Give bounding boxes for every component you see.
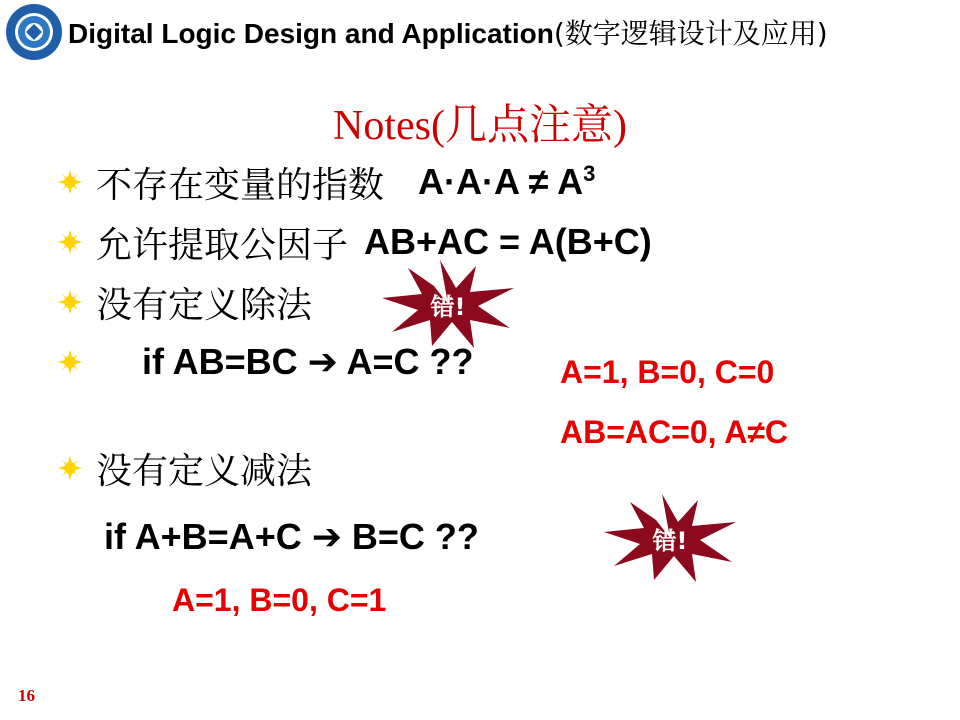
item-label: 允许提取公因子: [96, 224, 349, 266]
sun-bullet-icon: [58, 350, 82, 374]
slide-title: Notes(几点注意): [333, 103, 627, 149]
item-label: 没有定义减法: [96, 450, 313, 492]
error-badge: 错!: [430, 292, 466, 321]
page-number: 16: [18, 686, 35, 705]
sun-bullet-icon: [58, 230, 82, 254]
bullet-item-exponent: [58, 154, 595, 210]
university-logo-icon: [4, 2, 64, 62]
item-formula: $A\cdot A\cdot A \ne A^3$: [418, 161, 596, 202]
sun-bullet-icon: [58, 456, 82, 480]
header-title-en: Digital Logic Design and Application: [68, 18, 554, 49]
sun-bullet-icon: [58, 170, 82, 194]
bullet-item-factor: [58, 214, 652, 270]
header-title: [68, 12, 828, 52]
error-badge: 错!: [652, 526, 688, 555]
division-counterexample-2: AB=AC=0, A≠C: [560, 414, 788, 450]
division-counterexample-1: A=1, B=0, C=0: [560, 354, 775, 390]
item-label: 不存在变量的指数: [96, 164, 385, 206]
item-label: 没有定义除法: [96, 284, 313, 326]
subtraction-counterexample: A=1, B=0, C=1: [172, 582, 387, 618]
error-burst: [600, 492, 740, 584]
item-formula: AB+AC = A(B+C): [364, 221, 652, 262]
bullet-item-division: [58, 274, 312, 330]
sun-bullet-icon: [58, 290, 82, 314]
item-formula: if AB=BC ➔ A=C ??: [142, 341, 474, 382]
bullet-item-subtraction: [58, 440, 312, 496]
bullet-item-division-example: [58, 334, 474, 390]
subtraction-formula: if A+B=A+C ➔ B=C ??: [104, 516, 479, 557]
header-title-cn: (数字逻辑设计及应用): [553, 17, 828, 50]
